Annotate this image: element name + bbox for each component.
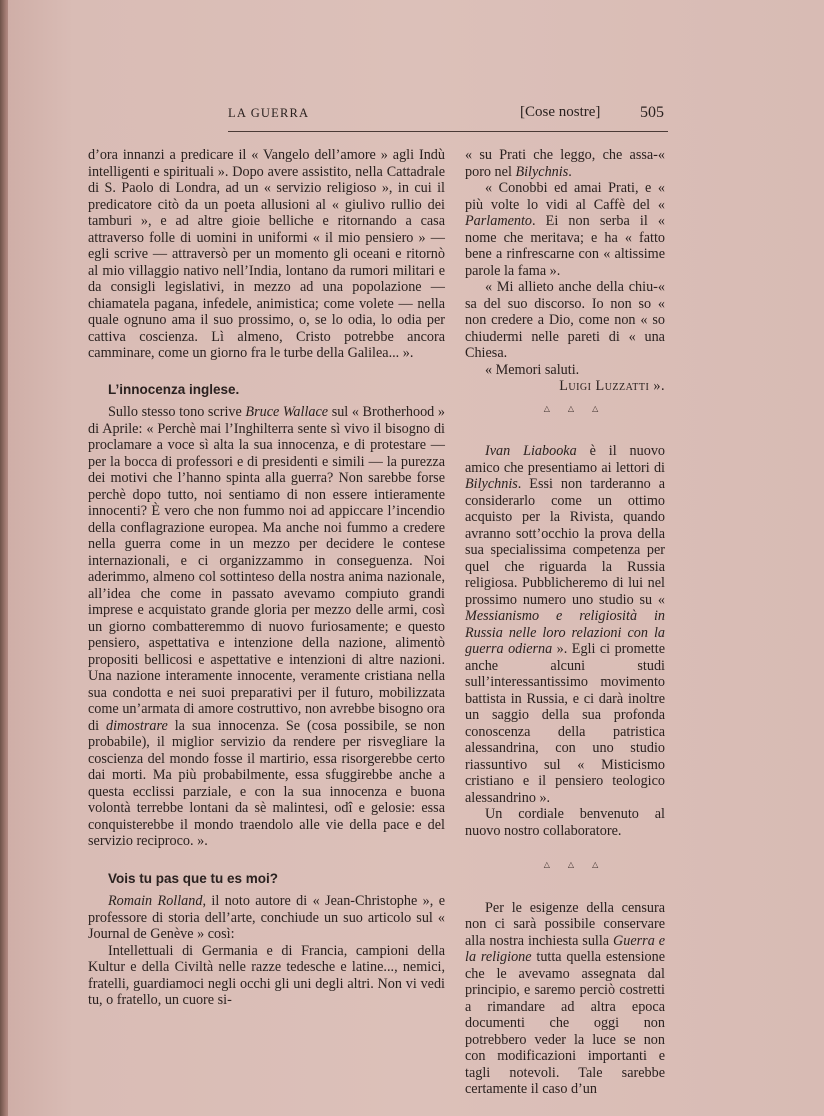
text-run: « Conobbi ed amai Prati, e « più volte lo vidi al Caffè del « <box>465 180 665 213</box>
text-run: Per le esigenze della censura non ci sarà possibile conservare alla nostra inchiesta sulla <box>465 899 665 949</box>
paragraph <box>88 893 445 943</box>
header-rule <box>228 131 668 132</box>
section-title: [Cose nostre] <box>520 104 601 120</box>
text-run: . Ei non serba il « nome che meritava; e ha « fatto bene a rinfrescarne con « altissime parole la fama ». <box>465 213 665 279</box>
emphasis: Guerra e la religione <box>465 932 665 965</box>
left-column <box>88 147 445 1009</box>
emphasis: Bilychnis <box>465 476 518 492</box>
signature: Luigi Luzzatti ». <box>559 378 665 394</box>
section-heading: Vois tu pas que tu es moi? <box>108 870 279 886</box>
paragraph: Intellettuali di Germania e di Francia, campioni della Kultur e della Civiltà nelle razze tedesche e latine..., nemici, fratelli, guardiamoci negli occhi gli uni degli altri. Non vi vedi tu, o fratello, un cuore si- <box>88 942 445 1008</box>
author-name: Bruce Wallace <box>245 404 329 420</box>
page-number: 505 <box>640 104 664 121</box>
text-run: . Essi non tarderanno a considerarlo come un ottimo acquisto per la Rivista, quando avranno sott’occhio la prova della sua specialissima competenza per quel che riguarda la Russia religiosa. Pubblicheremo di lui nel prossimo numero uno studio su « <box>465 476 665 608</box>
text-run: è il nuovo amico che presentiamo ai lettori di <box>465 443 666 476</box>
text-run: ». Egli ci promette anche alcuni studi sull’interessantissimo movimento battista in Russia, e ci darà inoltre un saggio della sua profonda conoscenza della patristica alessandrina, con uno studio riassuntivo sul « Misticismo cristiano e il pensiero teologico alessandrino ». <box>465 641 665 806</box>
article-title: Messianismo e religiosità in Russia nelle loro relazioni con la guerra odierna <box>465 608 665 657</box>
author-name: Ivan Liabooka <box>485 443 577 459</box>
section-separator: △ △ △ <box>543 403 607 413</box>
author-name: Romain Rolland <box>108 893 203 909</box>
quote-paragraph <box>465 180 665 279</box>
text-run: . <box>568 163 572 180</box>
paragraph <box>465 900 665 1098</box>
quote-paragraph: « Memori saluti. <box>485 361 580 378</box>
text-run: « su Prati che leggo, che assa-« poro nel <box>465 147 665 180</box>
paragraph: Un cordiale benvenuto al nuovo nostro collaboratore. <box>465 806 665 839</box>
quote-line <box>465 147 665 180</box>
running-header <box>228 106 668 128</box>
right-column <box>465 147 665 1098</box>
text-run: , il noto autore di « Jean-Christophe », e professore di storia dell’arte, conchiude un suo articolo sul « Journal de Genève » così: <box>88 893 446 942</box>
paragraph <box>465 443 665 806</box>
text-run: Sullo stesso tono scrive <box>108 404 246 420</box>
text-run: la sua innocenza. Se (cosa possibile, se non probabile), il miglior servizio da rendere per risvegliare la coscienza del mondo fosse il martirio, essa risorgerebbe certo dai morti. Ma più probabilmente, essa sfuggirebbe anche a questa ecclissi parziale, e con la sua innocenza e buona volontà terrebbe lontani da sè malintesi, odî e gelosie: essa conquisterebbe il mondo traendolo alle vie della pace e del servizio reciproco. ». <box>88 717 445 849</box>
quote-paragraph: « Mi allieto anche della chiu-« sa del suo discorso. Io non so « non credere a Dio, come non « so chiudermi nelle pareti di « una Chiesa. <box>465 279 665 361</box>
section-separator: △ △ △ <box>543 860 607 869</box>
running-title: LA GUERRA <box>228 106 310 120</box>
emphasis: dimostrare <box>106 717 168 734</box>
text-run: tutta quella estensione che le avevamo assegnata dal principio, e saremo perciò costretti a rimandare ad altra epoca documenti che oggi non potrebbero veder la luce se non con modificazioni importanti e tagli notevoli. Tale sarebbe certamente il caso d’un <box>465 949 666 1097</box>
section-heading: L’innocenza inglese. <box>108 381 240 397</box>
text-run: sul « Brotherhood » di Aprile: « Perchè mai l’Inghilterra sente sì vivo il bisogno di proclamare a voce sì alta la sua innocenza, e di protestare — per la bocca di professori e di presidenti e simili — la purezza dei motivi che l’hanno spinta alla guerra? Non sarebbe forse perchè dopo tutto, noi sentiamo di non essere intieramente innocenti? È vero che non fummo noi ad appiccare l’incendio della conflagrazione europea. Ma anche noi fummo a credere nella guerra come in un mezzo per decidere le contese internazionali, e ci organizzammo in conseguenza. Noi aderimmo, almeno col sottinteso della nostra anima nazionale, all’idea che come in passato avevamo compiuto grandi imprese e acquistato grande gloria per mezzo delle armi, così un giorno combatteremmo di nuovo furiosamente; e questo pensiero, aspettativa e intenzione della nazione, alimentò propositi bellicosi e aspettative e intenzioni di altre nazioni. Una nazione interamente innocente, veramente cristiana nella sua condotta e nei suoi preparativi per il futuro, mobilizzata come un’armata di amore costruttivo, non avrebbe bisogno ora di <box>88 404 445 734</box>
emphasis: Bilychnis <box>515 163 569 180</box>
emphasis: Parlamento <box>465 213 532 229</box>
paragraph <box>88 404 445 850</box>
paragraph: d’ora innanzi a predicare il « Vangelo dell’amore » agli Indù intelligenti e spirituali ». Dopo avere assistito, nella Cattadrale di S. Paolo di Londra, ad un « servizio religioso », in cui il predicatore citò da un poeta allusioni al « giulivo rullio dei tamburi », e ad altre gioie belliche e ritornando a casa attraverso folle di uomini in uniformi « il mio pensiero » — egli scrive — attraversò per un momento gli oceani e ritornò al mio villaggio nativo nell’India, lontano da rumori militari e da consigli legislativi, in mezzo ad una popolazione — chiamatela pagana, infedele, animistica; come volete — nella quale ognuno ama il suo prossimo, o, se lo odia, lo odia per cattiva coscienza. Lì almeno, Cristo potrebbe ancora camminare, come un giorno fra le turbe della Galilea... ». <box>88 147 445 361</box>
